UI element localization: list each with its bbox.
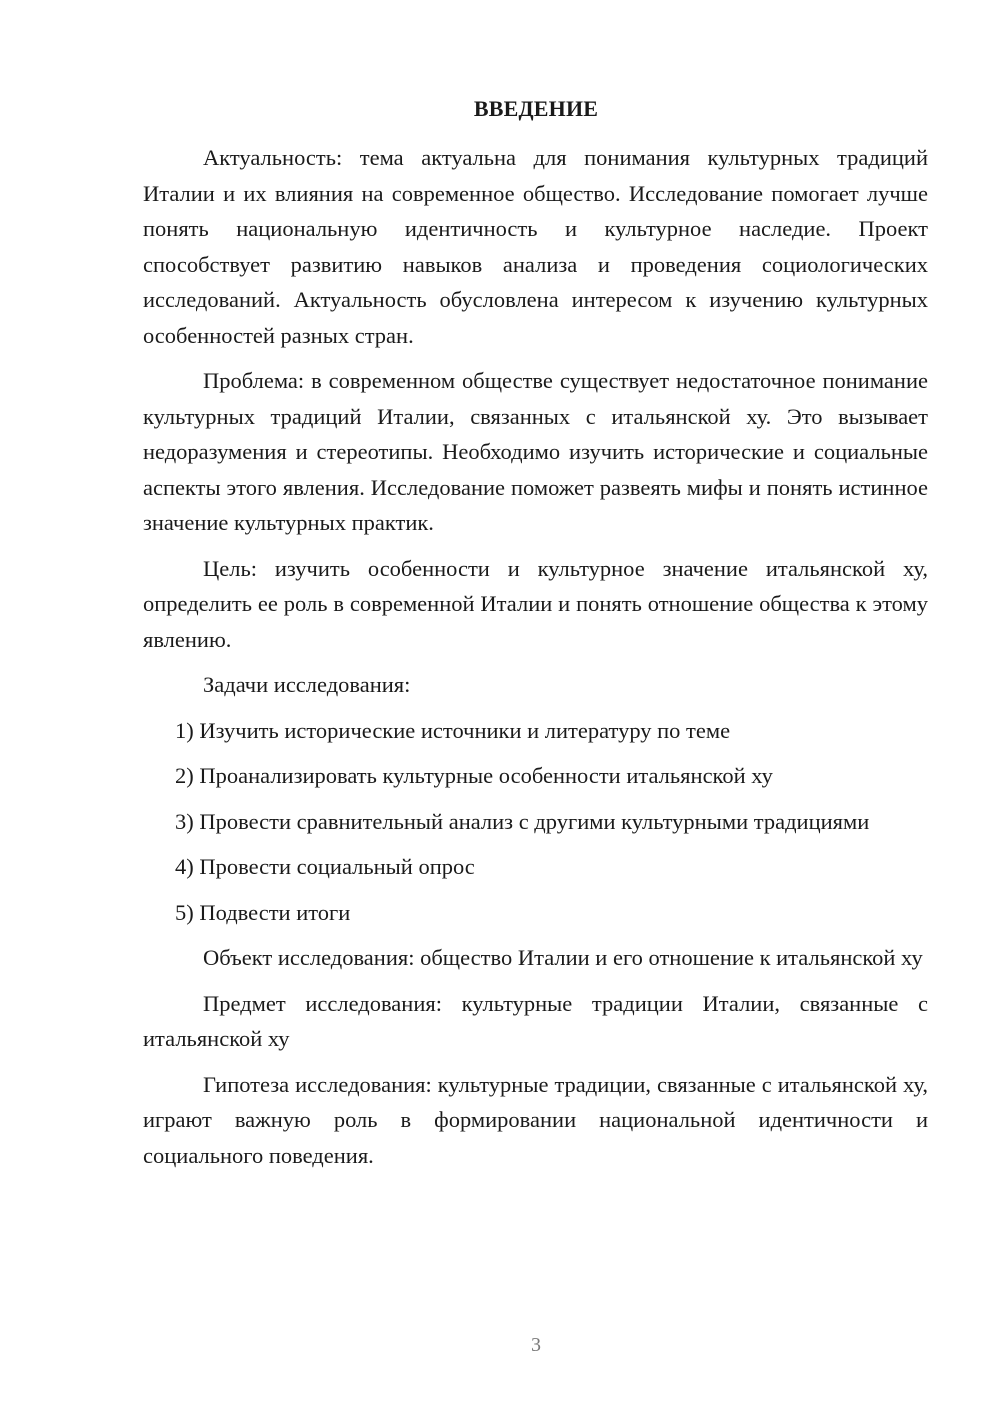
- paragraph-goal: Цель: изучить особенности и культурное значение итальянской ху, определить ее роль в современной Италии и понять отношение общества к этому явлению.: [143, 555, 928, 652]
- paragraph-relevance: Актуальность: тема актуальна для понимания культурных традиций Италии и их влияния на современное общество. Исследование помогает лучше понять национальную идентичность и культурное наследие. Проект способствует развитию навыков анализа и проведения социологических исследований. Актуальность обусловлена интересом к изучению культурных особенностей разных стран.: [143, 145, 928, 348]
- task-item: 5) Подвести итоги: [175, 899, 351, 925]
- page-number: 3: [531, 1334, 541, 1356]
- paragraph-object: Объект исследования: общество Италии и его отношение к итальянской ху: [203, 945, 923, 970]
- task-item: 1) Изучить исторические источники и литературу по теме: [175, 717, 731, 743]
- task-item: 2) Проанализировать культурные особенности итальянской ху: [175, 763, 773, 788]
- paragraph-hypothesis: Гипотеза исследования: культурные традиции, связанные с итальянской ху, играют важную роль в формировании национальной идентичности и социального поведения.: [143, 1071, 928, 1168]
- paragraph-subject: Предмет исследования: культурные традиции Италии, связанные с итальянской ху: [143, 990, 928, 1051]
- paragraph-tasks-heading: Задачи исследования:: [203, 672, 411, 697]
- page-title: ВВЕДЕНИЕ: [473, 96, 599, 121]
- paragraph-problem: Проблема: в современном обществе существует недостаточное понимание культурных традиций Италии, связанных с итальянской ху. Это вызывает недоразумения и стереотипы. Необходимо изучить исторические и социальные аспекты этого явления. Исследование поможет развеять мифы и понять истинное значение культурных практик.: [143, 368, 928, 535]
- task-item: 3) Провести сравнительный анализ с другими культурными традициями: [175, 808, 870, 834]
- task-item: 4) Провести социальный опрос: [175, 854, 475, 879]
- document-body: [143, 140, 928, 1183]
